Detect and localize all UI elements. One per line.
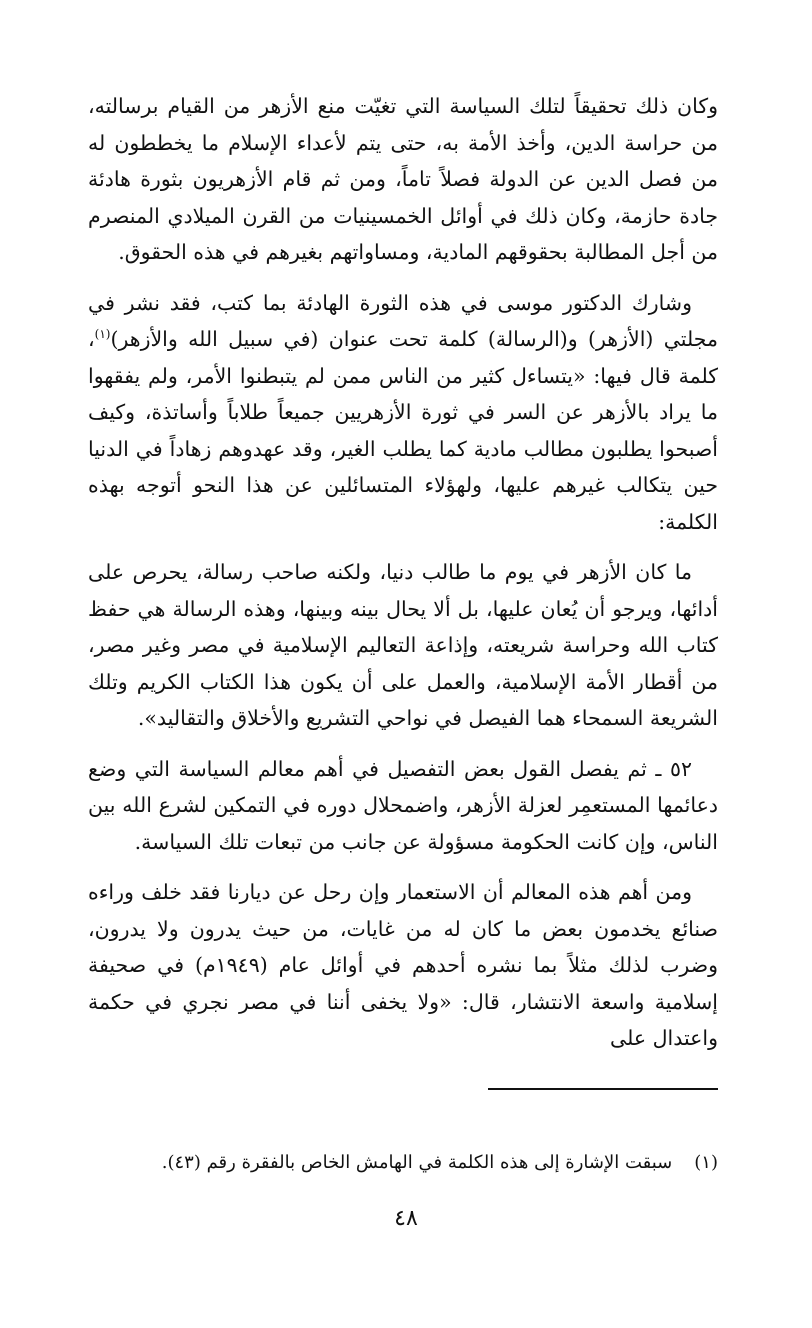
paragraph-2 <box>88 285 718 541</box>
main-text <box>88 88 718 1071</box>
paragraph-1: وكان ذلك تحقيقاً لتلك السياسة التي تغيّت منع الأزهر من القيام برسالته، من حراسة الدين، وأخذ الأمة به، حتى يتم لأعداء الإسلام ما يخططون له من فصل الدين عن الدولة فصلاً تاماً، ومن ثم قام الأزهريون بثورة هادئة جادة حازمة، وكان ذلك في أوائل الخمسينيات من القرن الميلادي المنصرم من أجل المطالبة بحقوقهم المادية، ومساواتهم بغيرهم في هذه الحقوق. <box>88 94 718 264</box>
footnote-text: سبقت الإشارة إلى هذه الكلمة في الهامش الخاص بالفقرة رقم (٤٣). <box>161 1152 673 1173</box>
paragraph-2-text-before: وشارك الدكتور موسى في هذه الثورة الهادئة بما كتب، فقد نشر في مجلتي (الأزهر) و(الرسالة) كلمة تحت عنوان (في سبيل الله والأزهر) <box>88 290 718 351</box>
footnote-number: (١) <box>694 1152 718 1173</box>
page-number: ٤٨ <box>394 1206 418 1231</box>
paragraph-4: ٥٢ ـ ثم يفصل القول بعض التفصيل في أهم معالم السياسة التي وضع دعائمها المستعمِر لعزلة الأزهر، واضمحلال دوره في التمكين لشرع الله بين الناس، وإن كانت الحكومة مسؤولة عن جانب من تبعات تلك السياسة. <box>88 756 718 854</box>
footnote <box>88 1150 718 1176</box>
paragraph-3: ما كان الأزهر في يوم ما طالب دنيا، ولكنه صاحب رسالة، يحرص على أدائها، ويرجو أن يُعان عليها، بل ألا يحال بينه وبينها، وهذه الرسالة هي حفظ كتاب الله وحراسة شريعته، وإذاعة التعاليم الإسلامية في مصر وغير مصر، من أقطار الأمة الإسلامية، والعمل على أن يكون هذا الكتاب الكريم وتلك الشريعة السمحاء هما الفيصل في نواحي التشريع والأخلاق والتقاليد». <box>88 560 718 730</box>
paragraph-2-text-after: ، كلمة قال فيها: «يتساءل كثير من الناس ممن لم يتبطنوا الأمر، ولم يفقهوا ما يراد بالأزهر عن السر في ثورة الأزهريين جميعاً طلاباً وأساتذة، وكيف أصبحوا يطلبون مطالب مادية كما يطلب الغير، وقد عهدوهم زهاداً في الدنيا حين يتكالب غيرهم عليها، ولهؤلاء المتسائلين عن هذا النحو أتوجه بهذه الكلمة: <box>88 327 718 534</box>
footnote-reference[interactable]: (١) <box>94 327 111 342</box>
footnote-separator <box>488 1088 718 1090</box>
paragraph-5: ومن أهم هذه المعالم أن الاستعمار وإن رحل عن ديارنا فقد خلف وراءه صنائع يخدمون بعض ما كان له من غايات، من حيث يدرون ولا يدرون، وضرب لذلك مثلاً بما نشره أحدهم في أوائل عام (١٩٤٩م) في صحيفة إسلامية واسعة الانتشار، قال: «ولا يخفى أننا في مصر نجري في حكمة واعتدال على <box>88 880 719 1050</box>
